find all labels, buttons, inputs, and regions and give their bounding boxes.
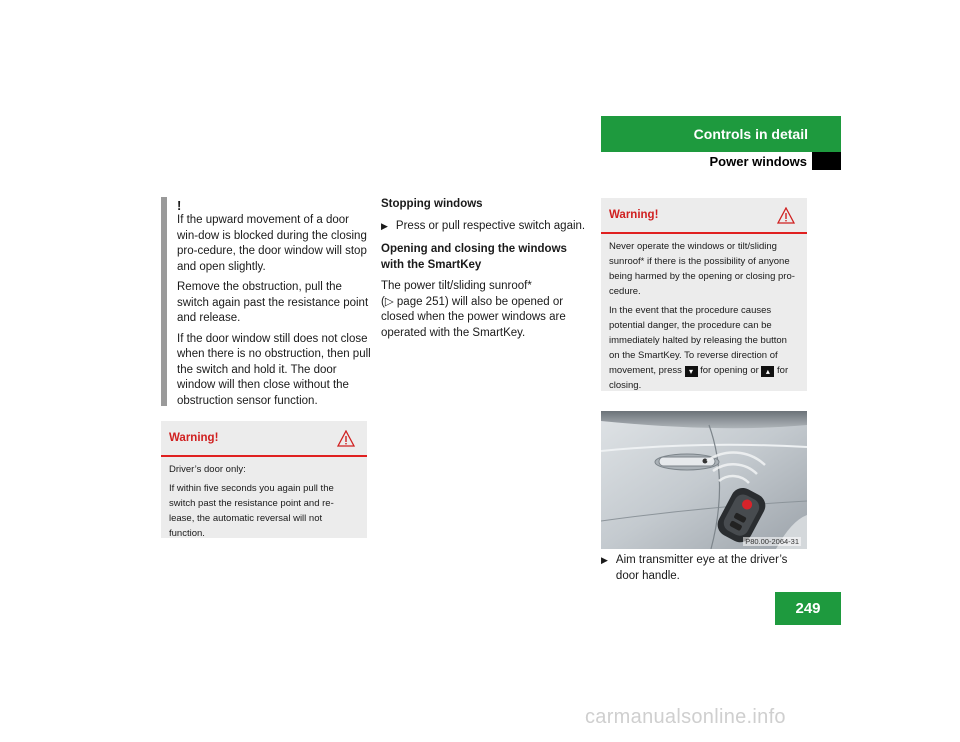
subsection-title: Power windows: [709, 154, 807, 169]
note-paragraph: Remove the obstruction, pull the switch again past the resistance point and release.: [177, 281, 369, 324]
warning-body: [161, 457, 367, 551]
watermark: carmanualsonline.info: [585, 706, 786, 728]
note-paragraph: If the upward movement of a door win-dow is blocked during the closing pro-cedure, the door window will stop and open slightly.: [177, 214, 367, 273]
bullet-arrow-icon: ▶: [381, 220, 388, 231]
page-ref-icon: ▷: [384, 295, 394, 308]
heading-smartkey: Opening and closing the windows with the SmartKey: [381, 243, 567, 271]
smartkey-door-illustration: [601, 411, 807, 549]
heading-stopping-windows: Stopping windows: [381, 198, 483, 210]
warning-box-driver-door: [161, 421, 367, 538]
paragraph-rest: page 251) will also be opened or closed when the power windows are operated with the SmartKey.: [381, 295, 566, 339]
warning-triangle-icon: [337, 430, 355, 447]
bullet-text: Press or pull respective switch again.: [395, 219, 586, 232]
paragraph-line: The power tilt/sliding sunroof*: [381, 280, 532, 292]
warning-paragraph: In the event that the procedure causes potential danger, the procedure can be immediately halted by releasing the button on the SmartKey. To reverse direction of movement, press ▾ for opening or ▴ for closing.: [609, 305, 789, 391]
bullet-item: [381, 219, 591, 235]
warning-line: Driver’s door only:: [169, 464, 246, 475]
door-handle-illustration: [601, 411, 807, 549]
bullet-item: [601, 553, 811, 584]
unlock-key-icon: ▾: [685, 366, 698, 377]
smartkey-paragraph: The power tilt/sliding sunroof* (▷ page 251) will also be opened or closed when the power windows are operated with the SmartKey.: [381, 280, 566, 339]
warning-line: If within five seconds you again pull the switch past the resistance point and re-lease, the automatic reversal will not function.: [169, 483, 334, 539]
section-title: Controls in detail: [693, 126, 808, 142]
lock-key-icon: ▴: [761, 366, 774, 377]
bullet-arrow-icon: ▶: [601, 555, 608, 565]
note-bar: [161, 197, 167, 406]
header-marker: [812, 152, 841, 170]
warning-paragraph: Never operate the windows or tilt/sliding sunroof* if there is the possibility of anyone being harmed by the opening or closing pro-cedure.: [609, 241, 795, 297]
warning-header: [601, 198, 807, 234]
warning-title: Warning!: [609, 209, 659, 221]
note-block: [177, 199, 371, 414]
middle-column: [381, 197, 591, 347]
warning-header: [161, 421, 367, 457]
figure-code: P80.00-2064-31: [745, 537, 799, 546]
warning-body: [601, 234, 807, 403]
section-header: [601, 116, 841, 152]
warning-box-operation: [601, 198, 807, 391]
right-column-instruction: [601, 553, 811, 584]
note-marker: !: [177, 198, 182, 213]
page-number: 249: [775, 592, 841, 625]
warning-title: Warning!: [169, 432, 219, 444]
warning-triangle-icon: [777, 207, 795, 224]
bullet-text: Aim transmitter eye at the driver’s door handle.: [615, 554, 788, 582]
note-paragraph: If the door window still does not close when there is no obstruction, then pull the switch and hold it. The door window will then close without the obstruction sensor function.: [177, 332, 371, 407]
